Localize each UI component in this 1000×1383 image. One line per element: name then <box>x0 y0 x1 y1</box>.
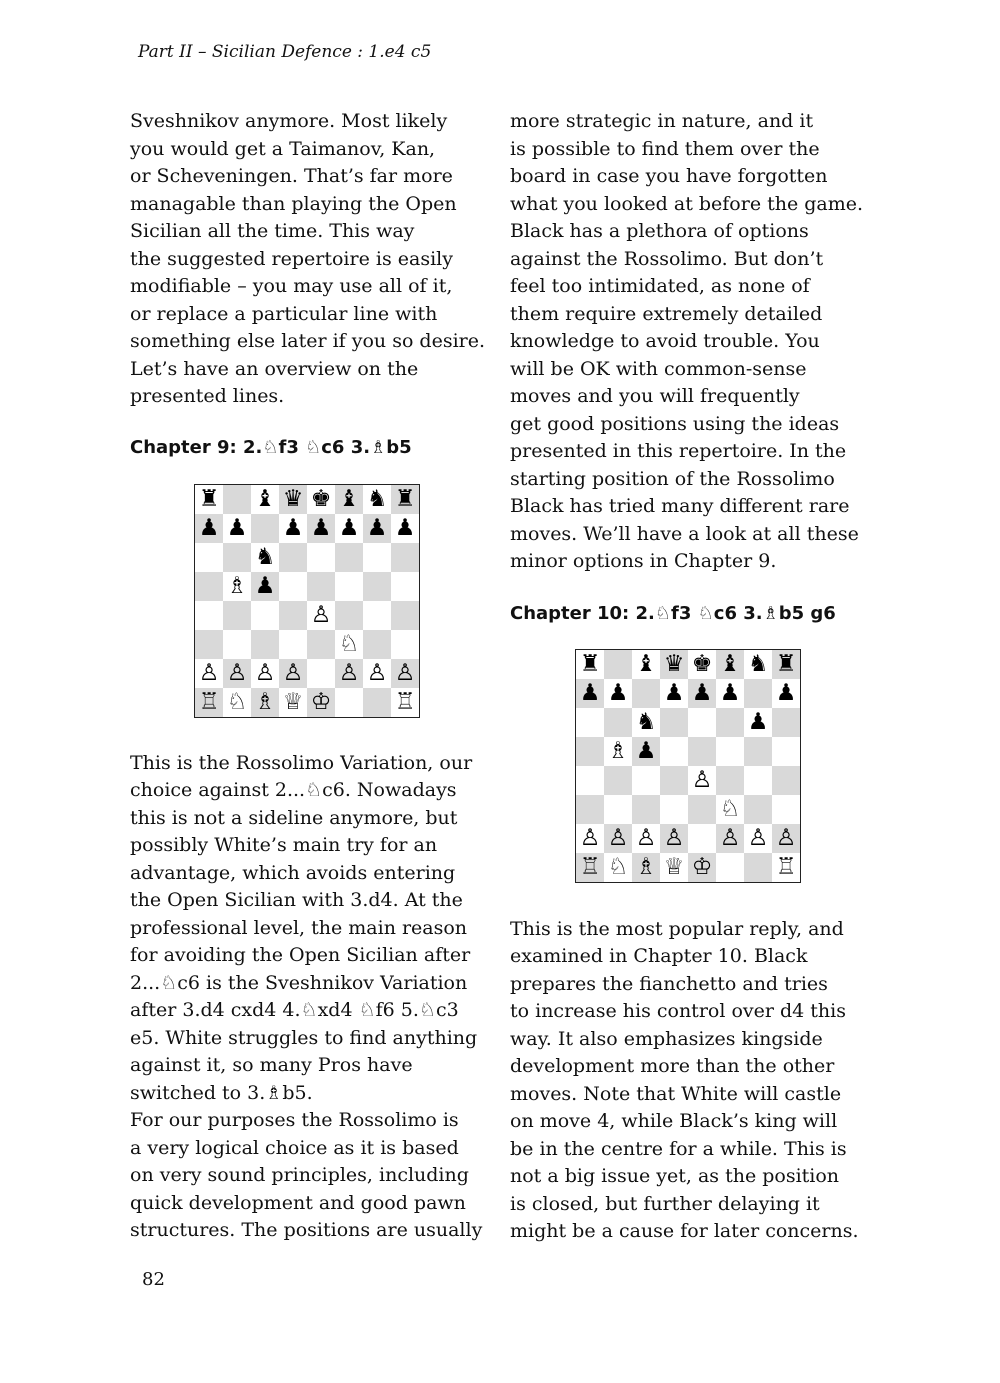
board-square <box>223 601 251 630</box>
board-square <box>688 795 716 824</box>
board-square: ♟ <box>604 679 632 708</box>
board-square <box>335 688 363 717</box>
board-square: ♟ <box>335 514 363 543</box>
board-square <box>391 543 419 572</box>
paragraph-intro <box>130 108 495 411</box>
chess-diagram-chapter-10 <box>575 649 801 883</box>
board-square <box>772 737 800 766</box>
text-line: development more than the other <box>510 1055 835 1077</box>
board-square: ♙ <box>744 824 772 853</box>
board-square: ♙ <box>251 659 279 688</box>
board-square: ♟ <box>363 514 391 543</box>
board-square <box>744 853 772 882</box>
board-square: ♙ <box>335 659 363 688</box>
board-square <box>363 572 391 601</box>
board-square <box>688 737 716 766</box>
board-square <box>688 708 716 737</box>
board-square: ♙ <box>195 659 223 688</box>
paragraph-popular-reply <box>510 916 875 1246</box>
board-square: ♟ <box>251 572 279 601</box>
text-line: advantage, which avoids entering <box>130 861 456 884</box>
text-line: moves and you will frequently <box>510 385 800 407</box>
board-square: ♙ <box>363 659 391 688</box>
text-line: presented in this repertoire. In the <box>510 440 847 462</box>
board-square: ♙ <box>688 766 716 795</box>
board-square <box>744 795 772 824</box>
text-line: get good positions using the ideas <box>510 412 840 435</box>
text-line: a very logical choice as it is based <box>130 1136 459 1159</box>
board-square <box>716 766 744 795</box>
text-line: what you looked at before the game. <box>510 192 864 215</box>
board-square: ♝ <box>716 650 744 679</box>
board-square: ♝ <box>251 485 279 514</box>
text-line: for avoiding the Open Sicilian after <box>130 944 471 966</box>
board-square: ♗ <box>632 853 660 882</box>
board-square <box>660 795 688 824</box>
board-square <box>632 679 660 708</box>
text-line: This is the most popular reply, and <box>510 917 844 940</box>
board-square <box>335 572 363 601</box>
board-square: ♙ <box>660 824 688 853</box>
board-square: ♟ <box>307 514 335 543</box>
board-square: ♟ <box>660 679 688 708</box>
board-square: ♞ <box>251 543 279 572</box>
board-square <box>251 601 279 630</box>
board-square: ♟ <box>223 514 251 543</box>
text-line: or Scheveningen. That’s far more <box>130 165 453 187</box>
board-square: ♘ <box>335 630 363 659</box>
board-square <box>772 795 800 824</box>
board-square <box>279 630 307 659</box>
board-square <box>632 795 660 824</box>
text-line: way. It also emphasizes kingside <box>510 1027 823 1050</box>
board-square: ♘ <box>716 795 744 824</box>
text-line: Sicilian all the time. This way <box>130 220 415 242</box>
board-square: ♜ <box>195 485 223 514</box>
board-square: ♙ <box>279 659 307 688</box>
board-square: ♙ <box>716 824 744 853</box>
text-line: be in the centre for a while. This is <box>510 1137 847 1160</box>
board-square: ♟ <box>279 514 307 543</box>
running-head: Part II – Sicilian Defence : 1.e4 c5 <box>138 42 432 62</box>
board-square: ♖ <box>576 853 604 882</box>
board-square: ♜ <box>576 650 604 679</box>
board-square <box>391 601 419 630</box>
text-line: the Open Sicilian with 3.d4. At the <box>130 889 463 911</box>
board-square: ♔ <box>307 688 335 717</box>
board-square <box>576 795 604 824</box>
board-square <box>279 572 307 601</box>
board-square: ♕ <box>279 688 307 717</box>
text-line: against the Rossolimo. But don’t <box>510 247 824 270</box>
text-line: This is the Rossolimo Variation, our <box>130 751 473 774</box>
board-square <box>307 572 335 601</box>
board-square <box>223 543 251 572</box>
paragraph-rossolimo <box>130 750 495 1108</box>
board-square: ♗ <box>251 688 279 717</box>
board-square <box>307 630 335 659</box>
board-square <box>604 650 632 679</box>
text-line: on very sound principles, including <box>130 1164 469 1186</box>
board-square: ♙ <box>604 824 632 853</box>
board-square <box>363 630 391 659</box>
text-line: professional level, the main reason <box>130 916 468 939</box>
board-square: ♟ <box>688 679 716 708</box>
board-square <box>363 601 391 630</box>
board-square <box>363 688 391 717</box>
text-line: board in case you have forgotten <box>510 165 828 187</box>
text-line: is closed, but further delaying it <box>510 1192 820 1215</box>
board-square <box>716 708 744 737</box>
board-square: ♟ <box>391 514 419 543</box>
text-line: managable than playing the Open <box>130 192 457 215</box>
board-square: ♙ <box>307 601 335 630</box>
board-square: ♔ <box>688 853 716 882</box>
board-square <box>576 737 604 766</box>
board-square: ♙ <box>391 659 419 688</box>
board-square: ♟ <box>195 514 223 543</box>
text-line: this is not a sideline anymore, but <box>130 806 458 829</box>
board-square <box>604 795 632 824</box>
board-square: ♗ <box>223 572 251 601</box>
board-square: ♙ <box>772 824 800 853</box>
board-square <box>363 543 391 572</box>
text-line: modifiable – you may use all of it, <box>130 275 453 297</box>
text-line: them require extremely detailed <box>510 302 823 325</box>
board-square <box>772 708 800 737</box>
text-line: switched to 3.♗b5. <box>130 1081 313 1104</box>
board-square <box>335 601 363 630</box>
board-square <box>223 630 251 659</box>
board-square: ♚ <box>688 650 716 679</box>
text-line: moves. Note that White will castle <box>510 1082 842 1105</box>
board-square <box>195 630 223 659</box>
board-square <box>660 737 688 766</box>
chapter-10-heading: Chapter 10: 2.♘f3 ♘c6 3.♗b5 g6 <box>510 602 836 624</box>
text-line: to increase his control over d4 this <box>510 1000 846 1022</box>
text-line: after 3.d4 cxd4 4.♘xd4 ♘f6 5.♘c3 <box>130 999 459 1021</box>
chess-diagram-chapter-9 <box>194 484 420 718</box>
board-square <box>279 543 307 572</box>
board-square: ♜ <box>391 485 419 514</box>
board-square <box>604 766 632 795</box>
board-square <box>307 543 335 572</box>
board-square: ♞ <box>363 485 391 514</box>
board-square <box>251 630 279 659</box>
board-square <box>391 630 419 659</box>
board-square: ♘ <box>223 688 251 717</box>
text-line: on move 4, while Black’s king will <box>510 1110 838 1132</box>
board-square: ♖ <box>772 853 800 882</box>
paragraph-strategic <box>510 108 875 576</box>
text-line: feel too intimidated, as none of <box>510 275 810 297</box>
text-line: will be OK with common-sense <box>510 357 807 380</box>
text-line: might be a cause for later concerns. <box>510 1220 859 1242</box>
board-square <box>632 766 660 795</box>
board-square: ♛ <box>660 650 688 679</box>
text-line: starting position of the Rossolimo <box>510 467 835 490</box>
board-square: ♙ <box>576 824 604 853</box>
board-square: ♜ <box>772 650 800 679</box>
text-line: more strategic in nature, and it <box>510 110 814 132</box>
board-square: ♙ <box>632 824 660 853</box>
board-square: ♛ <box>279 485 307 514</box>
board-square: ♘ <box>604 853 632 882</box>
text-line: e5. White struggles to find anything <box>130 1026 478 1049</box>
board-square: ♟ <box>632 737 660 766</box>
board-square: ♗ <box>604 737 632 766</box>
board-square: ♞ <box>632 708 660 737</box>
text-line: Sveshnikov anymore. Most likely <box>130 110 448 132</box>
board-square <box>660 766 688 795</box>
board-square <box>716 853 744 882</box>
text-line: possibly White’s main try for an <box>130 834 438 856</box>
text-line: or replace a particular line with <box>130 302 438 325</box>
chapter-9-heading: Chapter 9: 2.♘f3 ♘c6 3.♗b5 <box>130 436 412 458</box>
board-square <box>576 708 604 737</box>
paragraph-purposes <box>130 1107 495 1245</box>
board-square: ♟ <box>576 679 604 708</box>
board-square <box>195 601 223 630</box>
text-line: For our purposes the Rossolimo is <box>130 1109 459 1131</box>
text-line: you would get a Taimanov, Kan, <box>130 137 436 160</box>
board-square <box>688 824 716 853</box>
board-square: ♙ <box>223 659 251 688</box>
board-square: ♝ <box>632 650 660 679</box>
board-square: ♚ <box>307 485 335 514</box>
text-line: presented lines. <box>130 385 285 407</box>
text-line: examined in Chapter 10. Black <box>510 945 808 967</box>
text-line: against it, so many Pros have <box>130 1054 413 1076</box>
text-line: Black has tried many different rare <box>510 495 850 517</box>
text-line: not a big issue yet, as the position <box>510 1165 840 1187</box>
board-square: ♟ <box>744 708 772 737</box>
board-square <box>744 766 772 795</box>
board-square <box>576 766 604 795</box>
text-line: choice against 2...♘c6. Nowadays <box>130 779 457 801</box>
board-square: ♖ <box>195 688 223 717</box>
board-square: ♟ <box>772 679 800 708</box>
board-square <box>307 659 335 688</box>
text-line: Let’s have an overview on the <box>130 357 419 380</box>
text-line: moves. We’ll have a look at all these <box>510 522 859 545</box>
text-line: the suggested repertoire is easily <box>130 247 453 270</box>
text-line: knowledge to avoid trouble. You <box>510 330 820 352</box>
board-square <box>716 737 744 766</box>
board-square <box>279 601 307 630</box>
board-square <box>335 543 363 572</box>
text-line: minor options in Chapter 9. <box>510 550 777 572</box>
board-square <box>251 514 279 543</box>
text-line: Black has a plethora of options <box>510 220 809 242</box>
text-line: structures. The positions are usually <box>130 1219 483 1241</box>
page-number: 82 <box>142 1269 165 1290</box>
board-square <box>744 737 772 766</box>
text-line: something else later if you so desire. <box>130 330 486 352</box>
board-square <box>223 485 251 514</box>
board-square <box>744 679 772 708</box>
board-square: ♖ <box>391 688 419 717</box>
board-square <box>195 543 223 572</box>
text-line: is possible to find them over the <box>510 137 820 160</box>
text-line: quick development and good pawn <box>130 1191 466 1214</box>
text-line: prepares the fianchetto and tries <box>510 972 828 995</box>
board-square: ♟ <box>716 679 744 708</box>
board-square <box>660 708 688 737</box>
board-square <box>772 766 800 795</box>
board-square: ♝ <box>335 485 363 514</box>
text-line: 2...♘c6 is the Sveshnikov Variation <box>130 971 468 994</box>
board-square <box>195 572 223 601</box>
board-square: ♕ <box>660 853 688 882</box>
board-square <box>604 708 632 737</box>
board-square <box>391 572 419 601</box>
board-square: ♞ <box>744 650 772 679</box>
